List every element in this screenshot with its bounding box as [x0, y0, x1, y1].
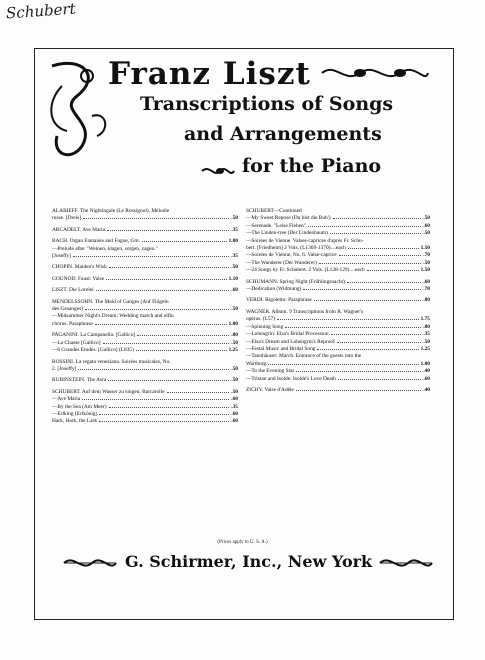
work-title: —Prelude after "Weinen, klagen, sorgen, zagen." — [52, 245, 158, 252]
dot-leader — [339, 252, 422, 256]
handwritten-signature: Schubert — [5, 0, 77, 23]
catalog-entry — [52, 238, 238, 260]
catalog-line — [52, 253, 238, 260]
catalog-line — [52, 264, 238, 271]
work-title: —Spinning Song — [246, 323, 284, 330]
title-line-3: for the Piano — [242, 155, 382, 177]
price: .50 — [423, 230, 430, 237]
dot-leader — [277, 316, 419, 320]
price: .40 — [423, 386, 430, 393]
dot-leader — [319, 260, 421, 264]
title-line-1: Transcriptions of Songs — [140, 93, 394, 115]
work-title: BACH. Organ Fantaisie and Fugue, Gm. — [52, 238, 140, 245]
catalog-line — [52, 287, 238, 294]
catalog-line — [246, 252, 430, 259]
dot-leader — [314, 297, 422, 301]
catalog-line — [52, 276, 238, 283]
price: .80 — [231, 332, 238, 339]
price: .35 — [423, 331, 430, 338]
work-title: ARCADELT. Ave Maria — [52, 226, 106, 233]
price: .35 — [231, 253, 238, 260]
catalog-entry — [52, 276, 238, 283]
price: .40 — [423, 368, 430, 375]
dot-leader — [330, 230, 421, 234]
catalog-line — [52, 299, 238, 306]
price: .35 — [231, 403, 238, 410]
work-title: [Joseffy] — [52, 253, 72, 260]
price: 1.00 — [228, 238, 238, 245]
work-title: PAGANINI. La Campanella. [Gallico] — [52, 332, 136, 339]
publisher-name: G. Schirmer, Inc., New York — [125, 552, 373, 571]
work-title: Hark, Hark, the Lark — [52, 418, 98, 425]
catalog-line — [52, 404, 238, 411]
work-title: operas. (L57) — [246, 316, 276, 323]
work-title: —Soirées de Vienne, No. 6. Valse-caprice — [246, 252, 337, 259]
catalog-line — [52, 340, 238, 347]
right-catalog-column — [246, 208, 430, 398]
price: .50 — [231, 339, 238, 346]
work-title: Wartburg — [246, 360, 267, 367]
work-title: SCHUBERT—Continued — [246, 208, 302, 214]
catalog-line — [52, 227, 238, 234]
price: .50 — [231, 215, 238, 222]
dot-leader — [107, 227, 229, 231]
catalog-line — [246, 260, 430, 267]
catalog-line — [246, 387, 430, 394]
catalog-line — [246, 309, 430, 316]
catalog-line — [52, 418, 238, 425]
work-title: VERDI. Rigoletto: Paraphrase — [246, 297, 312, 304]
dot-leader — [136, 347, 227, 351]
work-title: ZICHY. Valse d'Adèle — [246, 386, 294, 393]
dot-leader — [78, 366, 229, 370]
catalog-entry — [246, 309, 430, 383]
catalog-entry — [52, 332, 238, 354]
price: 1.75 — [420, 316, 430, 323]
decorative-scroll-icon — [320, 62, 430, 84]
work-title: ALABIEFF. The Nightingale (Le Rossignol). Mélodie — [52, 208, 170, 214]
price: .60 — [231, 418, 238, 425]
work-title: SCHUBERT. Auf dem Wasser zu singen. Barcarolle — [52, 388, 165, 395]
catalog-line — [52, 347, 238, 354]
price: .60 — [231, 410, 238, 417]
catalog-entry — [52, 227, 238, 234]
work-title: —Tristan and Isolde: Isolde's Love Death — [246, 375, 336, 382]
price: 1.00 — [228, 320, 238, 327]
price: 1.25 — [228, 347, 238, 354]
publisher-ornament-left-icon — [62, 552, 118, 574]
catalog-line — [246, 215, 430, 222]
work-title: —By the Sea (Am Meer) — [52, 403, 107, 410]
work-title: —To the Evening Star — [246, 368, 295, 375]
work-title: —Soirées de Vienne. Valses-caprices d'après Fr. Schu- — [246, 237, 364, 244]
dot-leader — [347, 279, 421, 283]
work-title: russe. [Dreis] — [52, 215, 82, 222]
work-title: —Serenade. "Leise Flehen" — [246, 222, 306, 229]
price: .50 — [231, 377, 238, 384]
work-title: —Ave Maria — [52, 396, 81, 403]
catalog-line — [246, 208, 430, 215]
work-title: bert. [Friedheim] 2 Vols. (L1369-1370)....each — [246, 245, 346, 252]
catalog-line — [246, 245, 430, 252]
catalog-line — [52, 215, 238, 222]
work-title: —Erlking (Erlkönig) — [52, 410, 98, 417]
catalog-line — [246, 297, 430, 304]
price: 1.00 — [420, 360, 430, 367]
catalog-line — [52, 332, 238, 339]
dot-leader — [73, 253, 229, 257]
dot-leader — [99, 418, 229, 422]
dot-leader — [303, 286, 421, 290]
price: .50 — [423, 259, 430, 266]
work-title: —Lohengrin: Elsa's Bridal Procession — [246, 331, 329, 338]
dot-leader — [95, 321, 227, 325]
dot-leader — [142, 238, 227, 242]
price: .50 — [423, 338, 430, 345]
dot-leader — [337, 339, 421, 343]
catalog-line — [246, 230, 430, 237]
dot-leader — [348, 245, 419, 249]
work-title: CHOPIN. Maiden's Wish — [52, 264, 107, 271]
work-title: GOUNOD. Faust: Valse — [52, 275, 105, 282]
dot-leader — [99, 411, 229, 415]
work-title: —Midsummer Night's Dream: Wedding march and elfin — [52, 313, 174, 320]
catalog-line — [52, 366, 238, 373]
catalog-entry — [246, 297, 430, 304]
catalog-entry — [246, 387, 430, 394]
small-scroll-ornament-icon — [200, 164, 236, 178]
catalog-line — [246, 353, 430, 360]
catalog-line — [52, 321, 238, 328]
price: .35 — [231, 226, 238, 233]
work-title: SCHUMANN. Spring Night (Frühlingsnacht) — [246, 278, 345, 285]
price: 1.10 — [228, 275, 238, 282]
work-title: LISZT. Die Lorelei — [52, 287, 94, 294]
dot-leader — [296, 387, 421, 391]
work-title: ROSSINI. La regata veneziana. Soirées musicales, No. — [52, 358, 171, 365]
price: .60 — [423, 278, 430, 285]
work-title: —6 Grandes Études. [Gallico] (L835) — [52, 347, 134, 354]
price-note: (Prices apply to U. S. A.) — [217, 540, 268, 545]
ornamental-monogram-icon — [42, 56, 112, 166]
catalog-entry — [52, 208, 238, 223]
work-title: —My Sweet Repose (Du bist die Ruh') — [246, 215, 331, 222]
work-title: —The Wanderer (Der Wanderer) — [246, 259, 317, 266]
price: .70 — [423, 252, 430, 259]
work-title: —Dedication (Widmung) — [246, 286, 302, 293]
catalog-line — [246, 286, 430, 293]
price: 1.50 — [420, 245, 430, 252]
catalog-line — [52, 389, 238, 396]
work-title: —Festal Music and Bridal Song — [246, 345, 316, 352]
dot-leader — [338, 376, 421, 380]
price: 1.25 — [420, 345, 430, 352]
dot-leader — [82, 396, 229, 400]
catalog-entry — [52, 377, 238, 384]
dot-leader — [85, 306, 229, 310]
title-composer: Franz Liszt — [108, 56, 311, 92]
price: .60 — [231, 396, 238, 403]
catalog-line — [52, 359, 238, 366]
dot-leader — [308, 223, 421, 227]
price: .50 — [231, 306, 238, 313]
dot-leader — [268, 361, 418, 365]
dot-leader — [83, 215, 229, 219]
work-title: des Gesanges) — [52, 306, 83, 313]
price: .60 — [423, 222, 430, 229]
dot-leader — [167, 389, 230, 393]
catalog-line — [246, 339, 430, 346]
price: .50 — [423, 215, 430, 222]
catalog-line — [246, 238, 430, 245]
catalog-entry — [246, 279, 430, 294]
catalog-line — [246, 368, 430, 375]
dot-leader — [109, 404, 230, 408]
price: 1.50 — [420, 267, 430, 274]
catalog-line — [246, 324, 430, 331]
price: .50 — [231, 365, 238, 372]
dot-leader — [103, 340, 230, 344]
dot-leader — [109, 264, 230, 268]
catalog-line — [246, 279, 430, 286]
dot-leader — [96, 287, 230, 291]
work-title: RUBINSTEIN. The Asra — [52, 377, 107, 384]
catalog-entry — [52, 287, 238, 294]
catalog-entry — [52, 299, 238, 329]
catalog-line — [52, 246, 238, 253]
price: .80 — [423, 323, 430, 330]
work-title: 2. [Joseffy] — [52, 365, 77, 372]
dot-leader — [285, 324, 421, 328]
catalog-line — [246, 376, 430, 383]
catalog-line — [52, 377, 238, 384]
catalog-line — [52, 238, 238, 245]
catalog-line — [246, 346, 430, 353]
catalog-line — [52, 208, 238, 215]
work-title: WAGNER. Album. 9 Transcriptions from R. Wagner's — [246, 308, 364, 315]
dot-leader — [108, 377, 229, 381]
catalog-entry — [52, 264, 238, 271]
catalog-line — [246, 267, 430, 274]
catalog-line — [246, 223, 430, 230]
price: .50 — [231, 388, 238, 395]
catalog-line — [52, 313, 238, 320]
work-title: chorus. Paraphrase — [52, 320, 93, 327]
dot-leader — [367, 267, 419, 271]
publisher-ornament-right-icon — [378, 552, 434, 574]
work-title: —The Linden-tree (Der Lindenbaum) — [246, 230, 328, 237]
title-line-2: and Arrangements — [184, 123, 382, 145]
catalog-entry — [52, 389, 238, 426]
work-title: —24 Songs by Fr. Schubert. 2 Vols. (L128-129)....each — [246, 267, 365, 274]
work-title: —La Chasse [Gallico] — [52, 339, 101, 346]
left-catalog-column — [52, 208, 238, 430]
dot-leader — [331, 331, 422, 335]
catalog-line — [246, 331, 430, 338]
dot-leader — [106, 276, 226, 280]
work-title: —Tannhäuser: March. Entrance of the guests into the — [246, 353, 362, 360]
catalog-line — [246, 361, 430, 368]
work-title: —Elsa's Dream and Lohengrin's Reproof — [246, 338, 335, 345]
dot-leader — [333, 215, 422, 219]
catalog-entry — [246, 208, 430, 275]
price: .80 — [423, 297, 430, 304]
price: .50 — [231, 264, 238, 271]
dot-leader — [137, 332, 229, 336]
catalog-line — [52, 396, 238, 403]
catalog-line — [52, 306, 238, 313]
catalog-line — [246, 316, 430, 323]
dot-leader — [296, 368, 421, 372]
catalog-line — [52, 411, 238, 418]
price: .70 — [423, 286, 430, 293]
price: .60 — [231, 287, 238, 294]
catalog-entry — [52, 359, 238, 374]
price: .60 — [423, 375, 430, 382]
dot-leader — [317, 346, 418, 350]
work-title: MENDELSSOHN. The Maid of Ganges (Auf Flügeln — [52, 298, 169, 305]
